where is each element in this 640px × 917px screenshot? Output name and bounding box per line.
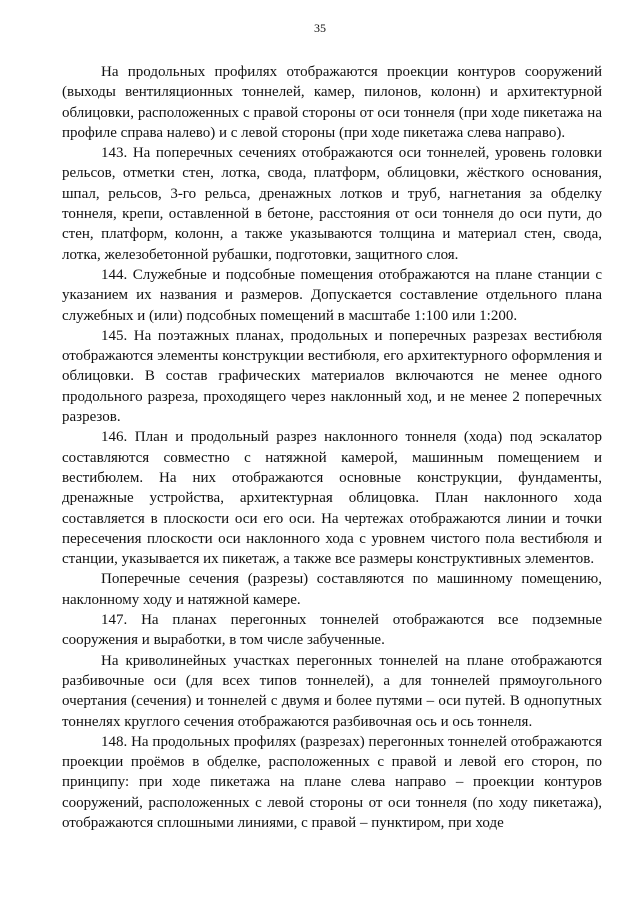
paragraph-147: 147. На планах перегонных тоннелей отображаются все подземные сооружения и выработки, в том числе забученные. [62,612,602,649]
body-text [62,62,602,833]
paragraph-145: 145. На поэтажных планах, продольных и поперечных разрезах вестибюля отображаются элементы конструкции вестибюля, его архитектурного оформления и облицовки. В состав графических материалов включаются не менее одного продольного разреза, проходящего через наклонный ход, и не менее 2 поперечных разрезов. [62,327,602,426]
paragraph-144: 144. Служебные и подсобные помещения отображаются на плане станции с указанием их названия и размеров. Допускается составление отдельного плана служебных и (или) подсобных помещений в масштабе 1:100 или 1:200. [62,266,602,324]
paragraph-curved-sections: На криволинейных участках перегонных тоннелей на плане отображаются разбивочные оси (для всех типов тоннелей), а для тоннелей прямоугольного очертания (сечения) и тоннелей с двумя и более путями – оси путей. В однопутных тоннелях круглого сечения отображаются разбивочная ось и ось тоннеля. [62,652,602,730]
paragraph-intro-profiles: На продольных профилях отображаются проекции контуров сооружений (выходы вентиляционных тоннелей, камер, пилонов, колонн) и архитектурной облицовки, расположенных с правой стороны от оси тоннеля (при ходе пикетажа на профиле справа налево) и с левой стороны (при ходе пикетажа слева направо). [62,64,602,141]
page-number: 35 [314,21,326,35]
paragraph-143: 143. На поперечных сечениях отображаются оси тоннелей, уровень головки рельсов, отметки стен, лотка, свода, платформ, облицовки, жёсткого основания, шпал, рельсов, 3-го рельса, дренажных лотков и труб, нагнетания за обделку тоннеля, крепи, оставленной в бетоне, расстояния от оси тоннеля до оси пути, до стен, платформ, колонн, а также указываются толщина и материал стен, свода, лотка, железобетонной рубашки, подготовки, защитного слоя. [62,145,602,263]
paragraph-148: 148. На продольных профилях (разрезах) перегонных тоннелей отображаются проекции проёмов в обделке, расположенных с правой и левой его сторон, по принципу: при ходе пикетажа на плане слева направо – проекции контуров сооружений, расположенных с левой стороны от оси тоннеля (по ходу пикетажа), отображаются сплошными линиями, с правой – пунктиром, при ходе [62,733,602,831]
paragraph-146: 146. План и продольный разрез наклонного тоннеля (хода) под эскалатор составляются совместно с натяжной камерой, машинным помещением и вестибюлем. На них отображаются основные конструкции, фундаменты, дренажные устройства, архитектурная облицовка. План наклонного хода составляется в плоскости оси его оси. На чертежах отображаются линии и точки пересечения плоскости оси наклонного хода с уровнем чистого пола вестибюля и станции, указывается их пикетаж, а также все размеры конструктивных элементов. [62,429,602,568]
paragraph-cross-sections: Поперечные сечения (разрезы) составляются по машинному помещению, наклонному ходу и натяжной камере. [62,571,602,608]
